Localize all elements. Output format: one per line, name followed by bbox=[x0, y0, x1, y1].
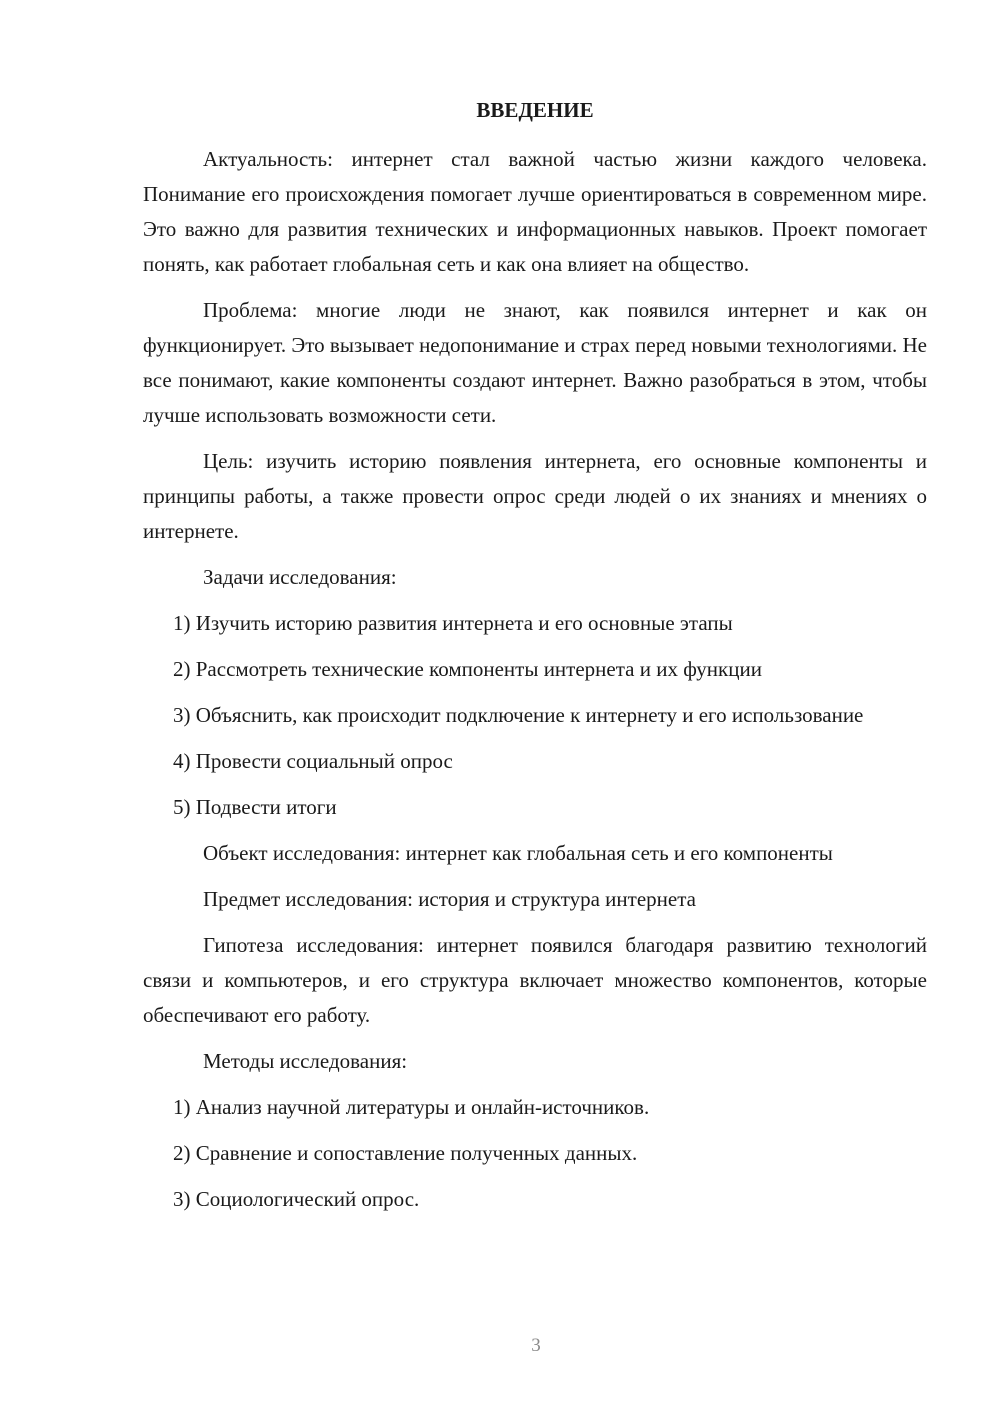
page-number: 3 bbox=[531, 1335, 541, 1356]
task-item: 5) Подвести итоги bbox=[173, 795, 337, 819]
hypothesis-paragraph: Гипотеза исследования: интернет появился благодаря развитию технологий связи и компьютеров, и его структура включает множество компонентов, которые обеспечивают его работу. bbox=[143, 933, 927, 1027]
section-heading: ВВЕДЕНИЕ bbox=[476, 98, 594, 122]
task-item: 4) Провести социальный опрос bbox=[173, 749, 453, 773]
task-item: 1) Изучить историю развития интернета и его основные этапы bbox=[173, 611, 733, 635]
task-item: 3) Объяснить, как происходит подключение к интернету и его использование bbox=[173, 703, 864, 727]
method-item: 1) Анализ научной литературы и онлайн-источников. bbox=[173, 1095, 650, 1119]
relevance-paragraph: Актуальность: интернет стал важной частью жизни каждого человека. Понимание его происхождения помогает лучше ориентироваться в современном мире. Это важно для развития технических и информационных навыков. Проект помогает понять, как работает глобальная сеть и как она влияет на общество. bbox=[143, 147, 927, 276]
method-item: 3) Социологический опрос. bbox=[173, 1187, 420, 1211]
method-item: 2) Сравнение и сопоставление полученных данных. bbox=[173, 1141, 638, 1165]
task-item: 2) Рассмотреть технические компоненты интернета и их функции bbox=[173, 657, 762, 681]
subject-paragraph: Предмет исследования: история и структура интернета bbox=[203, 887, 696, 911]
tasks-title: Задачи исследования: bbox=[203, 565, 397, 589]
document-page bbox=[143, 94, 927, 1228]
methods-title: Методы исследования: bbox=[203, 1049, 408, 1073]
object-paragraph: Объект исследования: интернет как глобальная сеть и его компоненты bbox=[203, 841, 833, 865]
goal-paragraph: Цель: изучить историю появления интернета, его основные компоненты и принципы работы, а также провести опрос среди людей о их знаниях и мнениях о интернете. bbox=[143, 449, 927, 543]
problem-paragraph: Проблема: многие люди не знают, как появился интернет и как он функционирует. Это вызывает недопонимание и страх перед новыми технологиями. Не все понимают, какие компоненты создают интернет. Важно разобраться в этом, чтобы лучше использовать возможности сети. bbox=[143, 298, 927, 427]
